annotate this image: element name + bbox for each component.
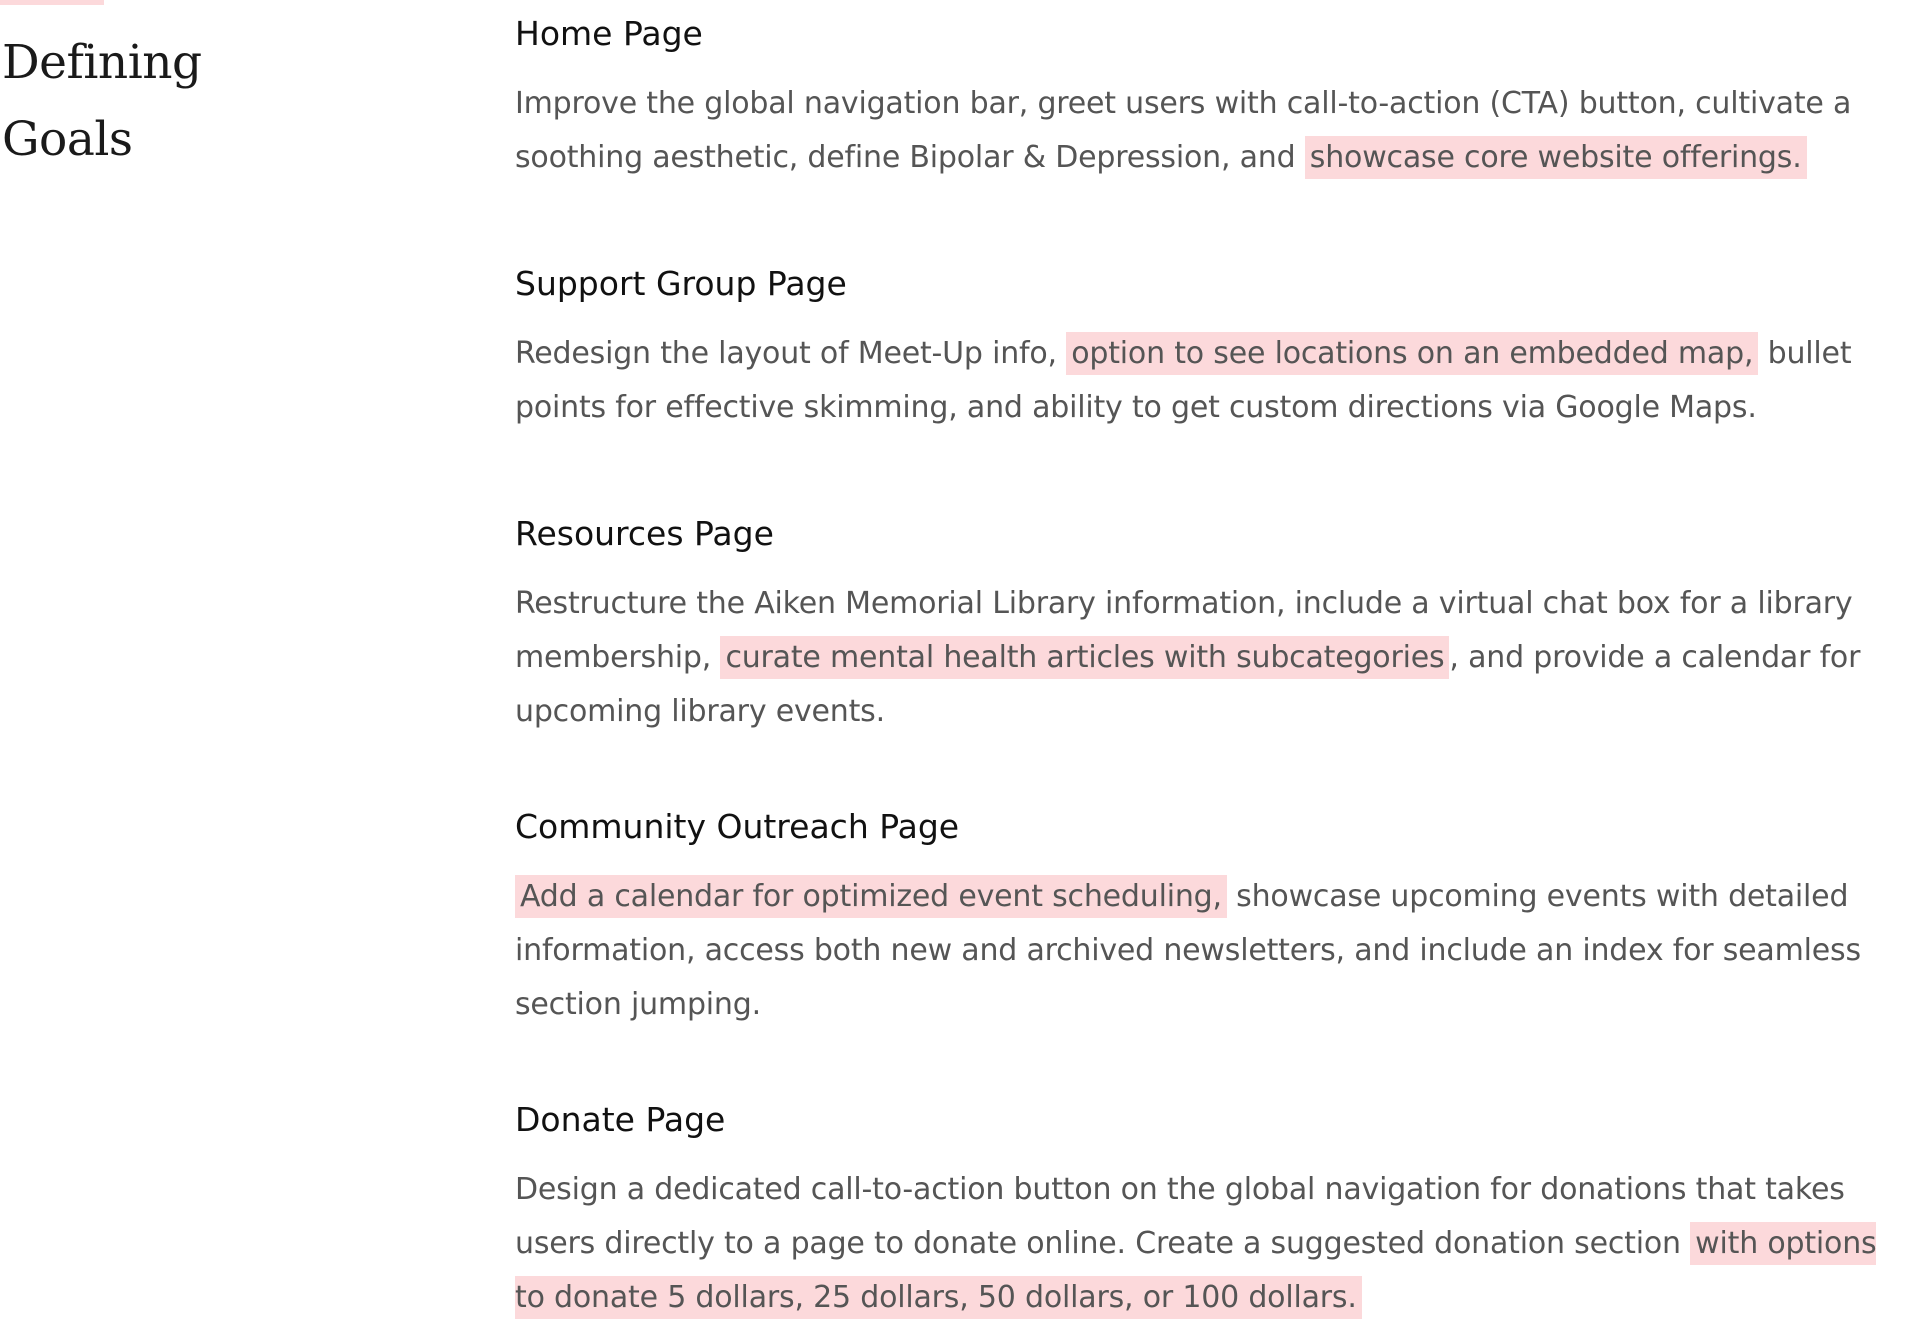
goal-heading-outreach: Community Outreach Page [515, 807, 960, 846]
goal-heading-donate: Donate Page [515, 1100, 726, 1139]
goal-highlight-resources: curate mental health articles with subcategories [720, 636, 1449, 679]
goal-text-after-resources: , and provide a calendar for upcoming library events. [515, 640, 1861, 729]
goal-body-home [515, 77, 1910, 185]
goal-resources [515, 500, 1910, 739]
goal-text-before-donate: Design a dedicated call-to-action button on the global navigation for donations that takes users directly to a page to donate online. Create a suggested donation section [515, 1172, 1845, 1261]
section-title [2, 24, 302, 178]
goal-text-after-outreach: showcase upcoming events with detailed information, access both new and archived newsletters, and include an index for seamless section jumping. [515, 879, 1861, 1022]
goal-highlight-outreach: Add a calendar for optimized event scheduling, [515, 875, 1227, 918]
goal-body-support [515, 327, 1910, 435]
goal-support [515, 250, 1910, 435]
goal-highlight-donate: with options to donate 5 dollars, 25 dollars, 50 dollars, or 100 dollars. [515, 1222, 1876, 1319]
goal-text-after-support: bullet points for effective skimming, and ability to get custom directions via Google Maps. [515, 336, 1852, 425]
goal-highlight-support: option to see locations on an embedded map, [1066, 332, 1758, 375]
goal-text-before-support: Redesign the layout of Meet-Up info, [515, 336, 1067, 371]
goal-heading-resources: Resources Page [515, 514, 774, 553]
goal-heading-home: Home Page [515, 14, 703, 53]
goal-text-before-home: Improve the global navigation bar, greet users with call-to-action (CTA) button, cultivate a soothing aesthetic, define Bipolar & Depression, and [515, 86, 1852, 175]
goal-body-outreach [515, 870, 1910, 1032]
goal-outreach [515, 793, 1910, 1032]
accent-bar [0, 0, 104, 5]
section-title-line1: Defining [2, 35, 202, 90]
goal-heading-support: Support Group Page [515, 264, 847, 303]
goal-donate [515, 1086, 1910, 1325]
goal-highlight-home: showcase core website offerings. [1305, 136, 1807, 179]
goal-text-before-resources: Restructure the Aiken Memorial Library information, include a virtual chat box for a library membership, [515, 586, 1853, 675]
section-title-line2: Goals [2, 112, 133, 167]
goal-body-resources [515, 577, 1910, 739]
goal-home [515, 0, 1910, 185]
goal-body-donate [515, 1163, 1910, 1325]
